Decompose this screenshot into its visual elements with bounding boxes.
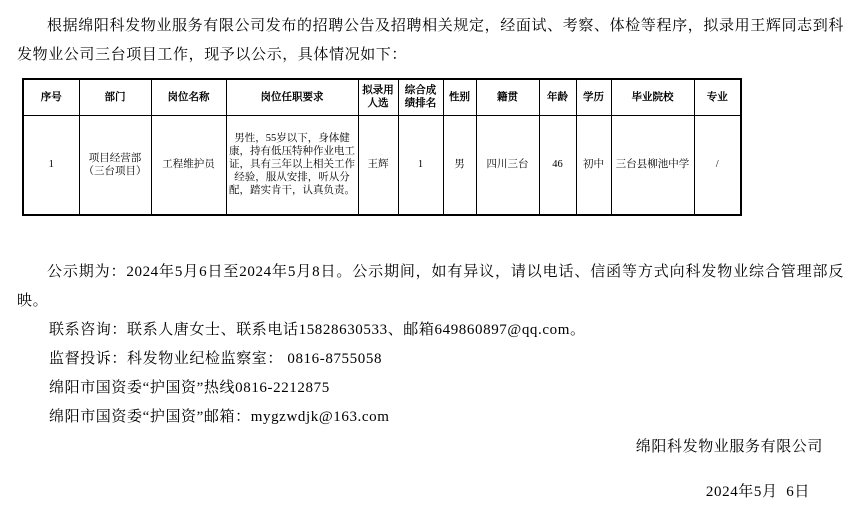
contact-line-sasac-hotline: 绵阳市国资委“护国资”热线0816-2212875 xyxy=(49,380,330,396)
recruitment-table xyxy=(22,78,742,216)
cell-rank: 1 xyxy=(398,115,443,215)
header-position: 岗位名称 xyxy=(151,79,226,115)
header-candidate: 拟录用人选 xyxy=(358,79,398,115)
intro-paragraph: 根据绵阳科发物业服务有限公司发布的招聘公告及招聘相关规定，经面试、考察、体检等程序，拟录用王辉同志到科发物业公司三台项目工作，现予以公示，具体情况如下： xyxy=(17,18,844,63)
contacts-block xyxy=(0,316,862,432)
header-birthplace: 籍贯 xyxy=(476,79,539,115)
contact-line-consult: 联系咨询：联系人唐女士、联系电话15828630533、邮箱649860897@qq.com。 xyxy=(49,322,586,338)
cell-department: 项目经营部（三台项目） xyxy=(79,115,151,215)
cell-requirements: 男性，55岁以下，身体健康，持有低压特种作业电工证，具有三年以上相关工作经验，服从安排，听从分配，踏实肯干，认真负责。 xyxy=(226,115,358,215)
cell-position: 工程维护员 xyxy=(151,115,226,215)
header-major: 专业 xyxy=(694,79,741,115)
cell-seq: 1 xyxy=(23,115,79,215)
cell-major: / xyxy=(694,115,741,215)
header-requirements: 岗位任职要求 xyxy=(226,79,358,115)
signature-date: 2024年5月 6日 xyxy=(705,484,810,500)
header-age: 年龄 xyxy=(539,79,576,115)
cell-gender: 男 xyxy=(443,115,476,215)
contact-line-sasac-email: 绵阳市国资委“护国资”邮箱：mygzwdjk@163.com xyxy=(49,409,390,425)
cell-age: 46 xyxy=(539,115,576,215)
table-row xyxy=(23,115,741,215)
cell-candidate: 王辉 xyxy=(358,115,398,215)
header-department: 部门 xyxy=(79,79,151,115)
table-header-row xyxy=(23,79,741,115)
cell-education: 初中 xyxy=(576,115,611,215)
header-gender: 性别 xyxy=(443,79,476,115)
header-seq: 序号 xyxy=(23,79,79,115)
cell-school: 三台县柳池中学 xyxy=(611,115,694,215)
header-school: 毕业院校 xyxy=(611,79,694,115)
contact-line-supervision: 监督投诉：科发物业纪检监察室： 0816-8755058 xyxy=(49,351,383,367)
header-education: 学历 xyxy=(576,79,611,115)
publicity-period-paragraph: 公示期为：2024年5月6日至2024年5月8日。公示期间，如有异议，请以电话、信函等方式向科发物业综合管理部反映。 xyxy=(17,264,844,309)
header-rank: 综合成绩排名 xyxy=(398,79,443,115)
company-signature: 绵阳科发物业服务有限公司 xyxy=(635,439,823,455)
cell-birthplace: 四川三台 xyxy=(476,115,539,215)
